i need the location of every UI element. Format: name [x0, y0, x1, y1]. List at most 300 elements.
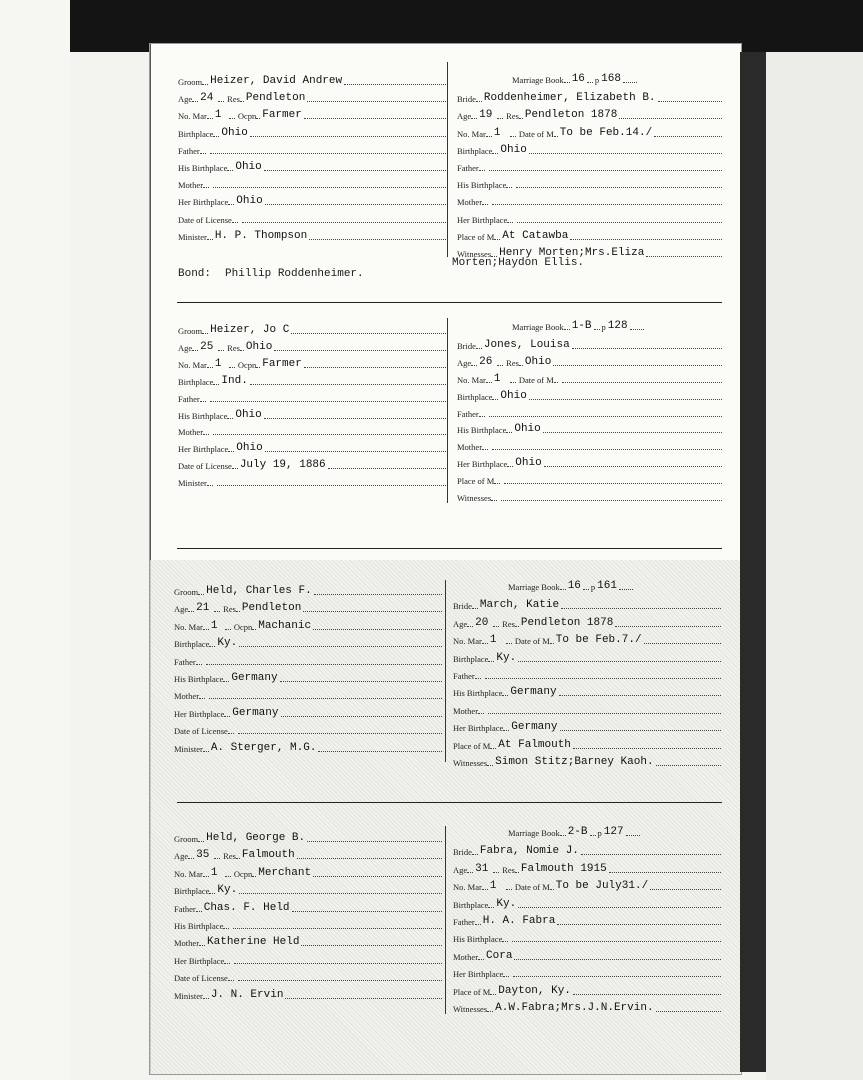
groom-number-married-row [174, 618, 442, 632]
field-label: Age [174, 604, 189, 615]
groom-number-married: 1 [214, 357, 222, 370]
field-label: Date of License [174, 726, 228, 737]
bride-age: 19 [479, 109, 493, 122]
bride-age: 26 [479, 355, 493, 368]
groom-father-row [178, 390, 446, 404]
bride-father-row [453, 913, 721, 927]
groom-name-row [178, 73, 446, 87]
bride-residence: Pendleton 1878 [524, 109, 618, 122]
marriage-book-row [512, 71, 722, 85]
field-label: His Birthplace [178, 410, 228, 421]
field-label: His Birthplace [453, 934, 503, 945]
groom-birthplace: Ky. [217, 884, 238, 897]
fill-line [238, 732, 442, 734]
field-label: Res [502, 864, 515, 875]
field-label: Marriage Book [508, 582, 560, 592]
fill-line [479, 415, 485, 417]
place-of-marriage: At Catawba [502, 229, 569, 242]
field-label: His Birthplace [453, 688, 503, 699]
field-label: No. Mar [453, 636, 482, 647]
fill-line [570, 238, 722, 240]
bride-father-birthplace: Ohio [514, 423, 541, 436]
column-separator [447, 62, 448, 257]
minister-row [178, 474, 446, 488]
field-label: Res [227, 342, 240, 353]
field-label: Father [178, 145, 200, 156]
groom-age: 25 [200, 340, 214, 353]
fill-line [344, 83, 446, 85]
fill-line [654, 135, 722, 137]
fill-line [228, 979, 234, 981]
bride-father-birthplace-row [453, 930, 721, 944]
bride-number-married: 1 [493, 126, 501, 139]
column-separator [445, 826, 446, 1014]
marriage-book-number: 16 [571, 73, 585, 85]
marriage-book-page: 128 [607, 320, 628, 332]
fill-line [478, 712, 484, 714]
groom-birthplace: Ind. [221, 374, 248, 387]
field-label: Age [453, 864, 468, 875]
bride-name-row [457, 90, 722, 104]
date-of-license-row [178, 211, 446, 225]
field-label: Minister [174, 990, 203, 1001]
groom-mother-birthplace-row [174, 705, 442, 719]
field-label: Birthplace [178, 128, 214, 139]
fill-line [314, 593, 442, 595]
field-label: Her Birthplace [174, 955, 225, 966]
fill-line [489, 415, 722, 417]
field-label: Mother [457, 442, 483, 453]
minister-row [174, 740, 442, 754]
fill-line [239, 645, 442, 647]
minister-row [178, 228, 446, 242]
groom-mother-row [178, 176, 446, 190]
bride-mother-birthplace-row [453, 719, 721, 733]
field-label: p [590, 582, 596, 592]
bride-mother-row [453, 948, 721, 962]
fill-line [479, 169, 485, 171]
groom-name: Heizer, David Andrew [210, 75, 343, 87]
fill-line [518, 906, 721, 908]
marriage-book-page: 161 [597, 580, 617, 592]
fill-line [581, 853, 721, 855]
fill-line [513, 975, 721, 977]
field-label: Mother [178, 180, 204, 191]
fill-line [265, 203, 446, 205]
field-label: Groom [174, 587, 199, 597]
field-label: Her Birthplace [457, 459, 508, 470]
bride-name-row [457, 337, 722, 351]
field-label: Place of M [457, 476, 495, 487]
fill-line [264, 169, 446, 171]
bride-birthplace: Ohio [500, 143, 527, 156]
fill-line [609, 871, 721, 873]
field-label: Age [457, 357, 472, 368]
bride-mother-birthplace: Ohio [515, 457, 542, 470]
fill-line [265, 450, 446, 452]
bride-name-row [453, 597, 721, 611]
groom-occupation: Farmer [262, 357, 302, 370]
bride-birthplace: Ohio [500, 389, 527, 402]
bride-residence: Pendleton 1878 [520, 616, 614, 629]
fill-line [482, 203, 488, 205]
fill-line [217, 484, 446, 486]
field-label: Bride [457, 340, 476, 351]
groom-number-married-row [174, 865, 442, 879]
field-label: No. Mar [174, 621, 203, 632]
field-label: Father [174, 903, 196, 914]
field-label: Birthplace [453, 653, 489, 664]
fill-line [297, 857, 442, 859]
field-label: No. Mar [178, 111, 207, 122]
field-label: Marriage Book [508, 828, 560, 838]
field-label: Her Birthplace [453, 969, 504, 980]
fill-line [572, 347, 722, 349]
bride-mother-birthplace-row [457, 211, 722, 225]
fill-line [656, 764, 721, 766]
groom-mother: Katherine Held [207, 936, 300, 949]
field-label: Father [178, 393, 200, 404]
fill-line [512, 940, 721, 942]
fill-line [213, 433, 446, 435]
fill-line [506, 186, 512, 188]
field-label: Witnesses [457, 249, 492, 259]
fill-line [517, 221, 722, 223]
bride-number-married: 1 [489, 880, 497, 893]
field-label: Date of M [514, 636, 550, 647]
bride-father-birthplace: Germany [510, 686, 557, 699]
fill-line [233, 927, 442, 929]
fill-line [238, 979, 442, 981]
fill-line [562, 381, 722, 383]
fill-line [250, 135, 446, 137]
witnesses-row [453, 1000, 721, 1014]
field-label: Groom [178, 77, 203, 87]
groom-mother-row [178, 423, 446, 437]
fill-line [224, 962, 230, 964]
place-of-marriage-row [453, 983, 721, 997]
field-label: Father [453, 917, 475, 927]
field-label: No. Mar [174, 868, 203, 879]
field-label: His Birthplace [174, 674, 224, 684]
bride-mother-birthplace-row [457, 455, 722, 469]
fill-line [313, 628, 442, 630]
fill-line [285, 997, 442, 999]
groom-name-row [174, 583, 442, 597]
marriage-book-row [508, 824, 721, 838]
groom-father-birthplace: Ohio [235, 161, 262, 173]
date-of-marriage: To be July31./ [555, 880, 649, 893]
bride-mother-birthplace-row [453, 965, 721, 979]
fill-line [292, 910, 442, 912]
date-of-marriage: To be Feb.7./ [555, 634, 642, 647]
bride-father: H. A. Fabra [482, 915, 556, 927]
marriage-book-number: 2-B [567, 826, 588, 838]
field-label: Date of License [178, 214, 232, 225]
field-label: No. Mar [457, 374, 486, 385]
bride-age-row [457, 354, 722, 368]
groom-age: 24 [200, 92, 214, 105]
scan-left-margin [0, 0, 70, 1080]
field-label: His Birthplace [178, 163, 228, 173]
field-label: Date of M [518, 374, 554, 385]
bride-number-married-row [457, 371, 722, 385]
fill-line [242, 221, 446, 223]
field-label: Birthplace [174, 639, 210, 650]
marriage-book-row [512, 318, 722, 332]
fill-line [304, 117, 446, 119]
bride-age-row [453, 615, 721, 629]
field-label: Res [223, 851, 236, 862]
fill-line [281, 715, 443, 717]
witnesses: Henry Morten;Mrs.Eliza [499, 247, 645, 259]
field-label: His Birthplace [174, 921, 224, 931]
field-label: Mother [178, 427, 204, 438]
bond-line [178, 268, 364, 280]
marriage-book-page: 127 [603, 826, 624, 838]
fill-line [501, 499, 722, 501]
place-of-marriage: At Falmouth [498, 738, 571, 751]
groom-father-birthplace: Ohio [235, 408, 262, 421]
groom-occupation: Farmer [262, 109, 302, 122]
groom-mother-row [174, 934, 442, 948]
minister: J. N. Ervin [210, 988, 284, 1001]
field-label: Witnesses [457, 493, 492, 503]
field-label: Ocpn [237, 359, 257, 370]
groom-mother-birthplace: Ohio [236, 442, 263, 455]
fill-line [489, 169, 722, 171]
fill-line [492, 203, 722, 205]
field-label: No. Mar [453, 882, 482, 893]
field-label: Marriage Book [512, 322, 564, 332]
fill-line [656, 1010, 721, 1012]
fill-line [203, 186, 209, 188]
field-label: Birthplace [453, 899, 489, 910]
groom-age-row [178, 90, 446, 104]
groom-father: Chas. F. Held [203, 901, 290, 914]
witnesses: Simon Stitz;Barney Kaoh. [495, 756, 654, 768]
fill-line [199, 697, 205, 699]
fill-line [559, 694, 721, 696]
bride-number-married-row [453, 632, 721, 646]
bride-mother: Cora [486, 949, 513, 962]
column-separator [447, 318, 448, 503]
fill-line [491, 499, 497, 501]
bond-value: Phillip Roddenheimer. [225, 268, 364, 280]
fill-line [544, 465, 722, 467]
bride-name: Roddenheimer, Elizabeth B. [483, 92, 656, 105]
fill-line [200, 400, 206, 402]
field-label: Date of M [518, 128, 554, 139]
field-label: Res [506, 357, 519, 368]
fill-line [494, 482, 500, 484]
bride-age: 31 [475, 862, 489, 875]
bride-name: March, Katie [479, 599, 560, 612]
field-label: Father [457, 408, 479, 419]
groom-number-married-row [178, 356, 446, 370]
bride-birthplace: Ky. [496, 651, 517, 664]
field-label: Minister [174, 743, 203, 754]
date-of-license-row [178, 457, 446, 471]
bride-name: Jones, Louisa [483, 338, 570, 351]
fill-line [573, 993, 721, 995]
groom-number-married-row [178, 107, 446, 121]
bride-residence: Ohio [524, 355, 552, 368]
groom-father-row [174, 653, 442, 667]
groom-name: Held, Charles F. [206, 585, 312, 597]
fill-line [492, 448, 722, 450]
witnesses: A.W.Fabra;Mrs.J.N.Ervin. [495, 1002, 654, 1014]
bride-birthplace-row [457, 388, 722, 402]
place-of-marriage-row [457, 472, 722, 486]
groom-birthplace-row [178, 373, 446, 387]
groom-mother-row [174, 687, 442, 701]
groom-father-birthplace-row [174, 917, 442, 931]
fill-line [200, 152, 206, 154]
bride-residence: Falmouth 1915 [520, 862, 607, 875]
fill-line [543, 431, 722, 433]
field-label: p [594, 75, 600, 85]
groom-mother-birthplace: Germany [232, 706, 279, 719]
fill-line [196, 663, 202, 665]
minister: A. Sterger, M.G. [210, 741, 317, 754]
bride-number-married: 1 [489, 634, 497, 647]
witnesses-row [453, 754, 721, 768]
field-label: Age [178, 342, 193, 353]
fill-line [514, 958, 721, 960]
groom-age: 21 [196, 602, 210, 615]
bride-birthplace: Ky. [496, 897, 517, 910]
bride-mother-row [457, 193, 722, 207]
fill-line [291, 332, 446, 334]
marriage-book-row [508, 578, 721, 592]
field-label: Minister [178, 478, 207, 489]
bride-number-married-row [453, 878, 721, 892]
fill-line [553, 364, 722, 366]
bride-father-row [457, 159, 722, 173]
fill-line [304, 366, 446, 368]
marriage-book-number: 16 [567, 580, 581, 592]
bride-birthplace-row [457, 142, 722, 156]
field-label: Father [453, 671, 475, 681]
groom-number-married: 1 [210, 866, 218, 879]
field-label: Age [457, 111, 472, 122]
fill-line [554, 381, 558, 383]
field-label: Her Birthplace [457, 214, 508, 225]
fill-line [482, 448, 488, 450]
minister: H. P. Thompson [214, 229, 308, 242]
fill-line [307, 100, 446, 102]
bride-age-row [457, 107, 722, 121]
date-of-license-row [174, 969, 442, 983]
place-of-marriage-row [453, 737, 721, 751]
field-label: Witnesses [453, 1004, 488, 1014]
bride-father-birthplace-row [453, 684, 721, 698]
field-label: Ocpn [237, 111, 257, 122]
fill-line [619, 117, 722, 119]
fill-line [561, 607, 721, 609]
field-label: Birthplace [178, 376, 214, 387]
groom-father-row [174, 900, 442, 914]
fill-line [250, 383, 446, 385]
scan-right-margin [766, 52, 863, 1080]
minister-row [174, 987, 442, 1001]
fill-line [210, 400, 446, 402]
place-of-marriage-row [457, 228, 722, 242]
groom-age-row [174, 847, 442, 861]
groom-number-married: 1 [214, 109, 222, 122]
field-label: Date of License [178, 461, 232, 472]
fill-line [209, 697, 442, 699]
fill-line [307, 840, 442, 842]
groom-mother-birthplace-row [178, 193, 446, 207]
bride-mother-birthplace: Germany [511, 721, 558, 734]
witnesses-row [457, 489, 722, 503]
fill-line [301, 944, 442, 946]
groom-name: Heizer, Jo C [210, 324, 290, 336]
field-label: No. Mar [457, 128, 486, 139]
fill-line [239, 892, 442, 894]
field-label: Marriage Book [512, 75, 564, 85]
groom-residence: Pendleton [241, 602, 302, 615]
place-of-marriage: Dayton, Ky. [498, 984, 571, 997]
bride-mother-row [453, 702, 721, 716]
fill-line [228, 732, 234, 734]
fill-line [313, 875, 442, 877]
fill-line [207, 484, 213, 486]
fill-line [529, 398, 722, 400]
field-label: Mother [174, 691, 200, 702]
bride-name-row [453, 843, 721, 857]
field-label: Father [174, 656, 196, 667]
bride-age-row [453, 861, 721, 875]
field-label: Ocpn [233, 868, 253, 879]
groom-residence: Ohio [245, 340, 273, 353]
fill-line [203, 433, 209, 435]
fill-line [619, 588, 633, 590]
groom-name: Held, George B. [206, 832, 306, 844]
fill-line [318, 750, 442, 752]
bride-father-row [453, 667, 721, 681]
fill-line [573, 747, 721, 749]
groom-name-row [174, 830, 442, 844]
fill-line [630, 328, 644, 330]
groom-residence: Pendleton [245, 92, 306, 105]
date-of-license: July 19, 1886 [239, 459, 326, 472]
groom-occupation: Merchant [258, 866, 312, 879]
fill-line [516, 186, 722, 188]
groom-birthplace: Ohio [221, 126, 248, 139]
column-separator [445, 580, 446, 762]
marriage-book-page: 168 [601, 73, 621, 85]
field-label: Mother [453, 951, 479, 962]
fill-line [274, 349, 446, 351]
field-label: Res [223, 604, 236, 615]
fill-line [644, 642, 721, 644]
field-label: Minister [178, 231, 207, 242]
bride-father-row [457, 405, 722, 419]
field-label: His Birthplace [457, 180, 507, 191]
fill-line [232, 221, 238, 223]
fill-line [626, 834, 640, 836]
field-label: Date of License [174, 973, 228, 984]
field-label: Witnesses [453, 758, 488, 768]
groom-occupation: Machanic [258, 619, 312, 632]
field-label: Place of M [453, 740, 491, 751]
fill-line [223, 927, 229, 929]
field-label: Age [174, 851, 189, 862]
fill-line [623, 81, 637, 83]
